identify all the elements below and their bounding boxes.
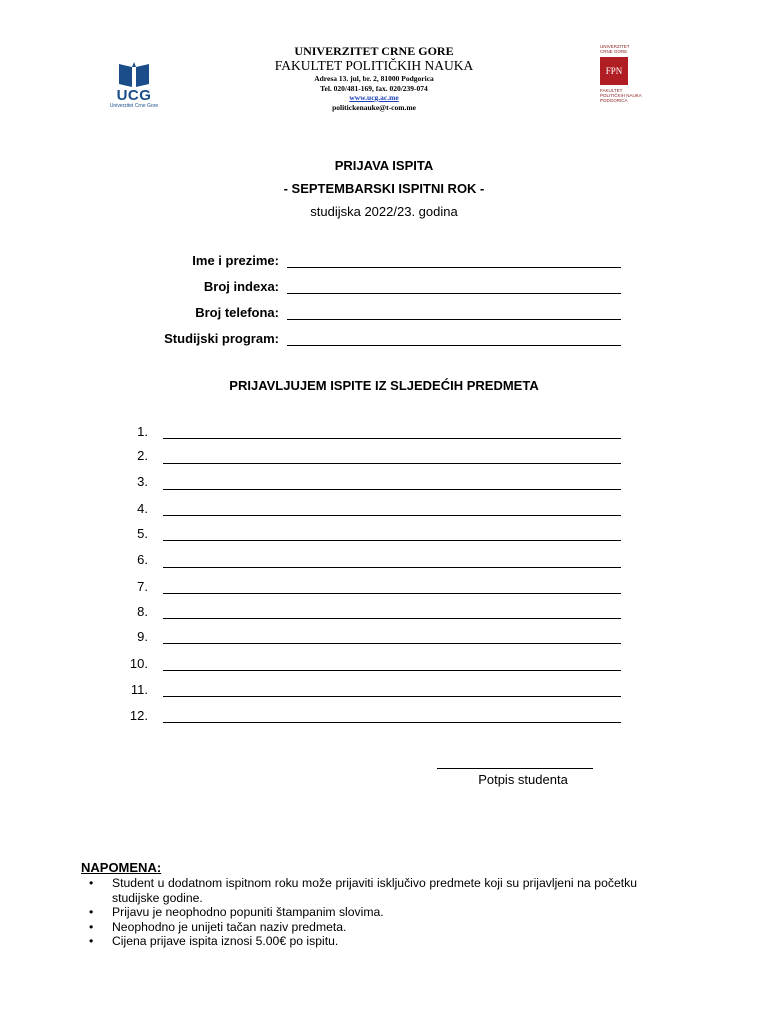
fpn-logo xyxy=(600,44,642,103)
signature-label: Potpis studenta xyxy=(478,772,568,787)
subject-number: 1. xyxy=(137,424,148,439)
address: Adresa 13. jul, br. 2, 81000 Podgorica xyxy=(314,74,434,83)
subject-field[interactable] xyxy=(163,618,621,619)
subject-field[interactable] xyxy=(163,643,621,644)
phone-field[interactable] xyxy=(287,319,621,320)
email-address: politickenauke@t-com.me xyxy=(332,102,416,112)
note-item: • Neophodno je unijeti tačan naziv predmeta. xyxy=(81,920,637,935)
ucg-logo-text: UCG xyxy=(116,87,152,104)
subject-field[interactable] xyxy=(163,438,621,439)
note-list xyxy=(81,876,637,949)
subject-number: 11. xyxy=(130,682,148,697)
ucg-logo xyxy=(104,60,164,109)
subject-field[interactable] xyxy=(163,489,621,490)
subject-number: 5. xyxy=(137,526,148,541)
fpn-logo-top-text: UNIVERZITET CRNE GORE xyxy=(600,44,630,54)
index-field[interactable] xyxy=(287,293,621,294)
name-field[interactable] xyxy=(287,267,621,268)
subject-number: 7. xyxy=(137,579,148,594)
field-label-name: Ime i prezime: xyxy=(192,253,279,268)
subject-number: 8. xyxy=(137,604,148,619)
note-item: • Prijavu je neophodno popuniti štampanim slovima. xyxy=(81,905,637,920)
subject-field[interactable] xyxy=(163,540,621,541)
field-label-program: Studijski program: xyxy=(164,331,279,346)
subject-field[interactable] xyxy=(163,593,621,594)
subject-field[interactable] xyxy=(163,515,621,516)
subject-number: 4. xyxy=(137,501,148,516)
ucg-logo-subtitle: Univerzitet Crne Gore xyxy=(109,103,159,109)
subject-field[interactable] xyxy=(163,696,621,697)
note-title: NAPOMENA: xyxy=(81,860,162,875)
website-link[interactable]: www.ucg.ac.me xyxy=(349,93,399,102)
subject-field[interactable] xyxy=(163,567,621,568)
note-item: • Student u dodatnom ispitnom roku može prijaviti isključivo predmete koji su prijavljeni na početku studijske godine. xyxy=(81,876,637,905)
subject-number: 9. xyxy=(137,629,148,644)
subject-number: 10. xyxy=(129,656,148,671)
phone-fax: Tel. 020/481-169, fax. 020/239-074 xyxy=(320,83,428,93)
subject-number: 3. xyxy=(137,474,148,489)
exam-period: - SEPTEMBARSKI ISPITNI ROK - xyxy=(283,181,485,196)
note-item: • Cijena prijave ispita iznosi 5.00€ po ispitu. xyxy=(81,934,637,949)
subject-field[interactable] xyxy=(163,670,621,671)
faculty-name: FAKULTET POLITIČKIH NAUKA xyxy=(274,58,474,73)
program-field[interactable] xyxy=(287,345,621,346)
signature-field[interactable] xyxy=(437,768,593,769)
subject-number: 2. xyxy=(137,448,148,463)
fpn-logo-bottom-text: FAKULTET POLITIČKIH NAUKA PODGORICA xyxy=(600,88,642,103)
fpn-logo-mark: FPN xyxy=(600,57,628,85)
subjects-heading: PRIJAVLJUJEM ISPITE IZ SLJEDEĆIH PREDMETA xyxy=(229,378,539,393)
subject-number: 12. xyxy=(129,708,148,723)
book-icon xyxy=(117,60,151,88)
letterhead xyxy=(104,38,642,122)
form-title: PRIJAVA ISPITA xyxy=(334,158,434,173)
field-label-index: Broj indexa: xyxy=(203,279,279,294)
university-name: UNIVERZITET CRNE GORE xyxy=(294,44,454,58)
academic-year: studijska 2022/23. godina xyxy=(310,204,458,219)
subject-field[interactable] xyxy=(163,463,621,464)
field-label-phone: Broj telefona: xyxy=(195,305,279,320)
subject-field[interactable] xyxy=(163,722,621,723)
institution-info xyxy=(214,45,534,112)
subject-number: 6. xyxy=(137,552,148,567)
